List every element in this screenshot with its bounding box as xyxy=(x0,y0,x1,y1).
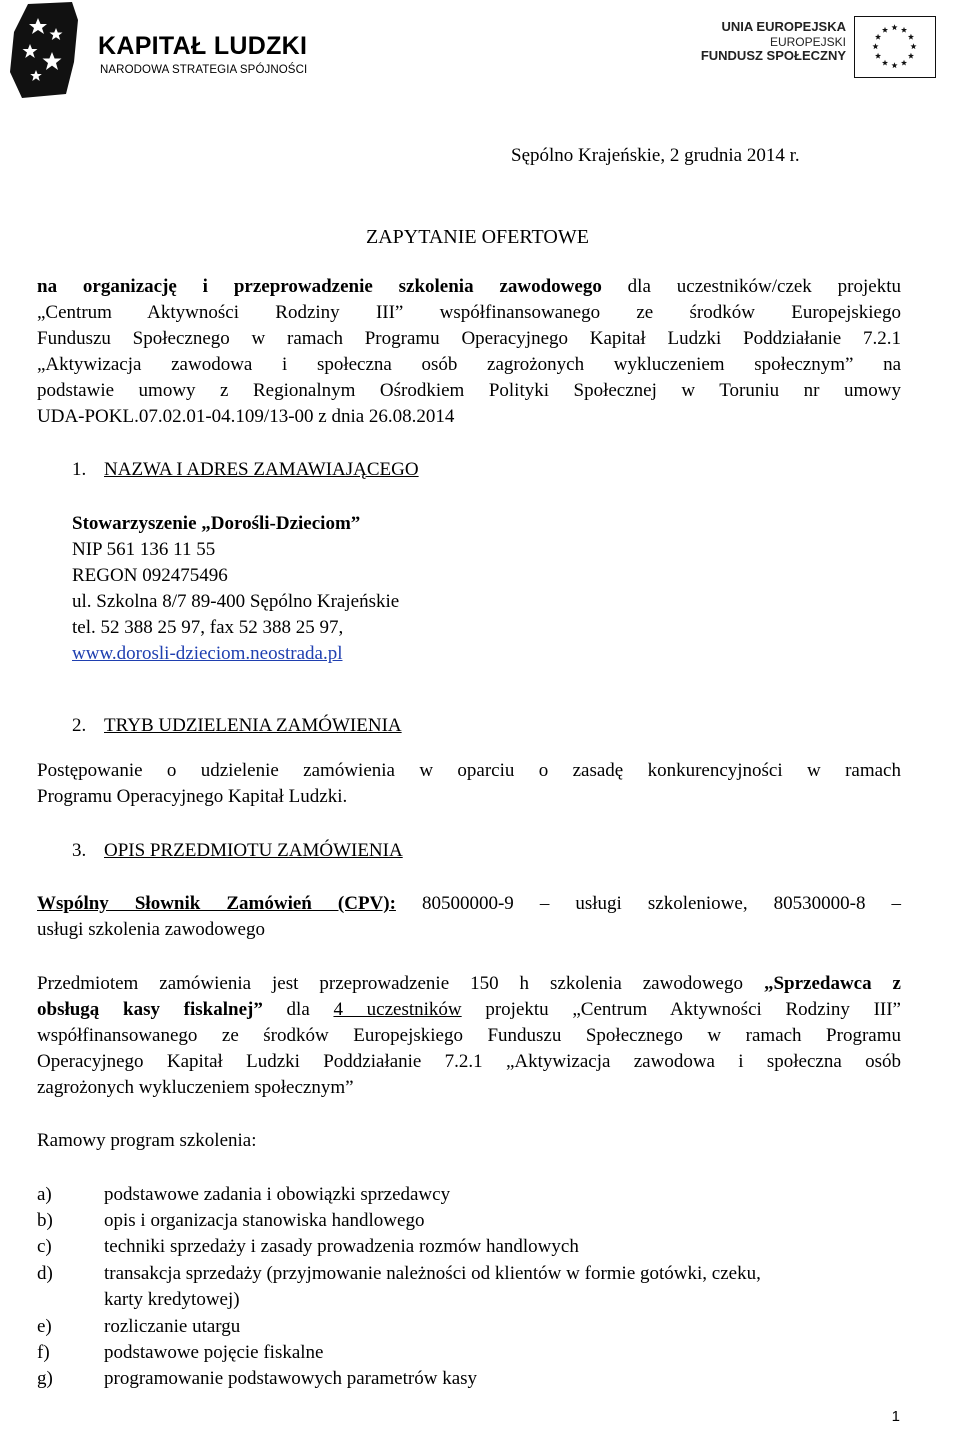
kapital-ludzki-emblem-icon xyxy=(8,2,80,98)
list-item-label: d) xyxy=(37,1263,53,1284)
eu-flag-icon xyxy=(854,16,936,78)
description-line-4: Operacyjnego Kapitał Ludzki Poddziałanie 7.2.1 „Aktywizacja zawodowa i społeczna osób xyxy=(37,1051,901,1072)
intro-line-4: „Aktywizacja zawodowa i społeczna osób zagrożonych wykluczeniem społecznym” na xyxy=(37,354,901,375)
list-item-label: a) xyxy=(37,1184,52,1205)
org-website-link[interactable]: www.dorosli-dzieciom.neostrada.pl xyxy=(72,643,343,664)
kapital-ludzki-title: KAPITAŁ LUDZKI xyxy=(98,32,308,60)
cpv-label: Wspólny Słownik Zamówień (CPV): xyxy=(37,893,396,914)
eu-star-icon xyxy=(908,53,914,59)
list-item xyxy=(37,1366,477,1392)
list-item-label: g) xyxy=(37,1368,53,1389)
eu-star-icon xyxy=(882,60,888,66)
eu-star-icon xyxy=(891,62,897,68)
list-item-label: b) xyxy=(37,1210,53,1231)
intro-line-6: UDA-POKL.07.02.01-04.109/13-00 z dnia 26.08.2014 xyxy=(37,406,455,427)
intro-subject: na organizację i przeprowadzenie szkolenia zawodowego xyxy=(37,276,602,297)
page-number: 1 xyxy=(891,1408,900,1425)
org-nip: NIP 561 136 11 55 xyxy=(72,539,216,560)
description-line-2-text-b: projektu „Centrum Aktywności Rodziny III” xyxy=(461,999,901,1020)
description-line-2-text-a: dla xyxy=(262,999,334,1020)
intro-line-1 xyxy=(37,274,901,300)
list-item-text: programowanie podstawowych parametrów kasy xyxy=(104,1368,478,1389)
list-item xyxy=(37,1208,424,1234)
eu-star-icon xyxy=(901,60,907,66)
cpv-codes: 80500000-9 – usługi szkoleniowe, 80530000-8 – xyxy=(395,893,901,914)
course-name-part1: „Sprzedawca z xyxy=(763,973,901,994)
eu-logo xyxy=(700,14,942,84)
section2-line-1: Postępowanie o udzielenie zamówienia w oparciu o zasadę konkurencyjności w ramach xyxy=(37,760,901,781)
list-item xyxy=(37,1340,323,1366)
eu-logo-text xyxy=(701,20,846,64)
description-line-2 xyxy=(37,997,901,1023)
eu-star-icon xyxy=(891,24,897,30)
list-item xyxy=(37,1287,240,1313)
document-title: ZAPYTANIE OFERTOWE xyxy=(366,226,589,248)
section2-heading: TRYB UDZIELENIA ZAMÓWIENIA xyxy=(104,715,402,736)
list-item-text: karty kredytowej) xyxy=(104,1289,240,1310)
eu-star-icon xyxy=(901,27,907,33)
eu-logo-line2: EUROPEJSKI xyxy=(769,34,846,49)
list-item-text: transakcja sprzedaży (przyjmowanie należności od klientów w formie gotówki, czeku, xyxy=(104,1263,761,1284)
kapital-ludzki-logo xyxy=(8,2,308,98)
intro-line-5: podstawie umowy z Regionalnym Ośrodkiem Polityki Społecznej w Toruniu nr umowy xyxy=(37,380,901,401)
section3-number: 3. xyxy=(72,840,87,861)
org-name: Stowarzyszenie „Dorośli-Dzieciom” xyxy=(72,513,361,534)
list-item-text: opis i organizacja stanowiska handlowego xyxy=(104,1210,425,1231)
program-heading: Ramowy program szkolenia: xyxy=(37,1130,257,1151)
cpv-line-1 xyxy=(37,891,901,917)
description-line-5: zagrożonych wykluczeniem społecznym” xyxy=(37,1077,354,1098)
date-line: Sępólno Krajeńskie, 2 grudnia 2014 r. xyxy=(511,145,800,166)
section1-heading: NAZWA I ADRES ZAMAWIAJĄCEGO xyxy=(104,459,419,480)
eu-logo-line1: UNIA EUROPEJSKA xyxy=(721,19,846,34)
description-line-3: współfinansowanego ze środków Europejskiego Funduszu Społecznego w ramach Programu xyxy=(37,1025,901,1046)
course-name-part2: obsługą kasy fiskalnej” xyxy=(37,999,263,1020)
list-item xyxy=(37,1314,240,1340)
list-item-text: rozliczanie utargu xyxy=(104,1316,241,1337)
section1-number: 1. xyxy=(72,459,87,480)
cpv-line-2: usługi szkolenia zawodowego xyxy=(37,919,265,940)
intro-line-1-rest: dla uczestników/czek projektu xyxy=(601,276,901,297)
list-item-text: podstawowe zadania i obowiązki sprzedawcy xyxy=(104,1184,451,1205)
list-item xyxy=(37,1261,761,1287)
eu-logo-line3: FUNDUSZ SPOŁECZNY xyxy=(700,48,846,63)
eu-star-icon xyxy=(882,27,888,33)
org-address: ul. Szkolna 8/7 89-400 Sępólno Krajeńskie xyxy=(72,591,400,612)
list-item xyxy=(37,1234,579,1260)
participants-count: 4 uczestników xyxy=(333,999,462,1020)
eu-star-icon xyxy=(910,43,916,49)
eu-star-icon xyxy=(875,34,881,40)
list-item-text: techniki sprzedaży i zasady prowadzenia rozmów handlowych xyxy=(104,1236,579,1257)
eu-star-icon xyxy=(875,53,881,59)
section2-number: 2. xyxy=(72,715,87,736)
kapital-ludzki-subtitle: NARODOWA STRATEGIA SPÓJNOŚCI xyxy=(100,64,308,76)
description-line-1 xyxy=(37,971,901,997)
section3-heading: OPIS PRZEDMIOTU ZAMÓWIENIA xyxy=(104,840,403,861)
org-phone: tel. 52 388 25 97, fax 52 388 25 97, xyxy=(72,617,344,638)
section2-line-2: Programu Operacyjnego Kapitał Ludzki. xyxy=(37,786,348,807)
eu-star-icon xyxy=(908,34,914,40)
list-item-label: e) xyxy=(37,1316,52,1337)
intro-line-2: „Centrum Aktywności Rodziny III” współfinansowanego ze środków Europejskiego xyxy=(37,302,901,323)
org-regon: REGON 092475496 xyxy=(72,565,228,586)
intro-line-3: Funduszu Społecznego w ramach Programu Operacyjnego Kapitał Ludzki Poddziałanie 7.2.1 xyxy=(37,328,901,349)
list-item-text: podstawowe pojęcie fiskalne xyxy=(104,1342,324,1363)
list-item xyxy=(37,1182,450,1208)
list-item-label: c) xyxy=(37,1236,52,1257)
description-line-1-text: Przedmiotem zamówienia jest przeprowadzenie 150 h szkolenia zawodowego xyxy=(37,973,764,994)
eu-star-icon xyxy=(872,43,878,49)
list-item-label: f) xyxy=(37,1342,50,1363)
